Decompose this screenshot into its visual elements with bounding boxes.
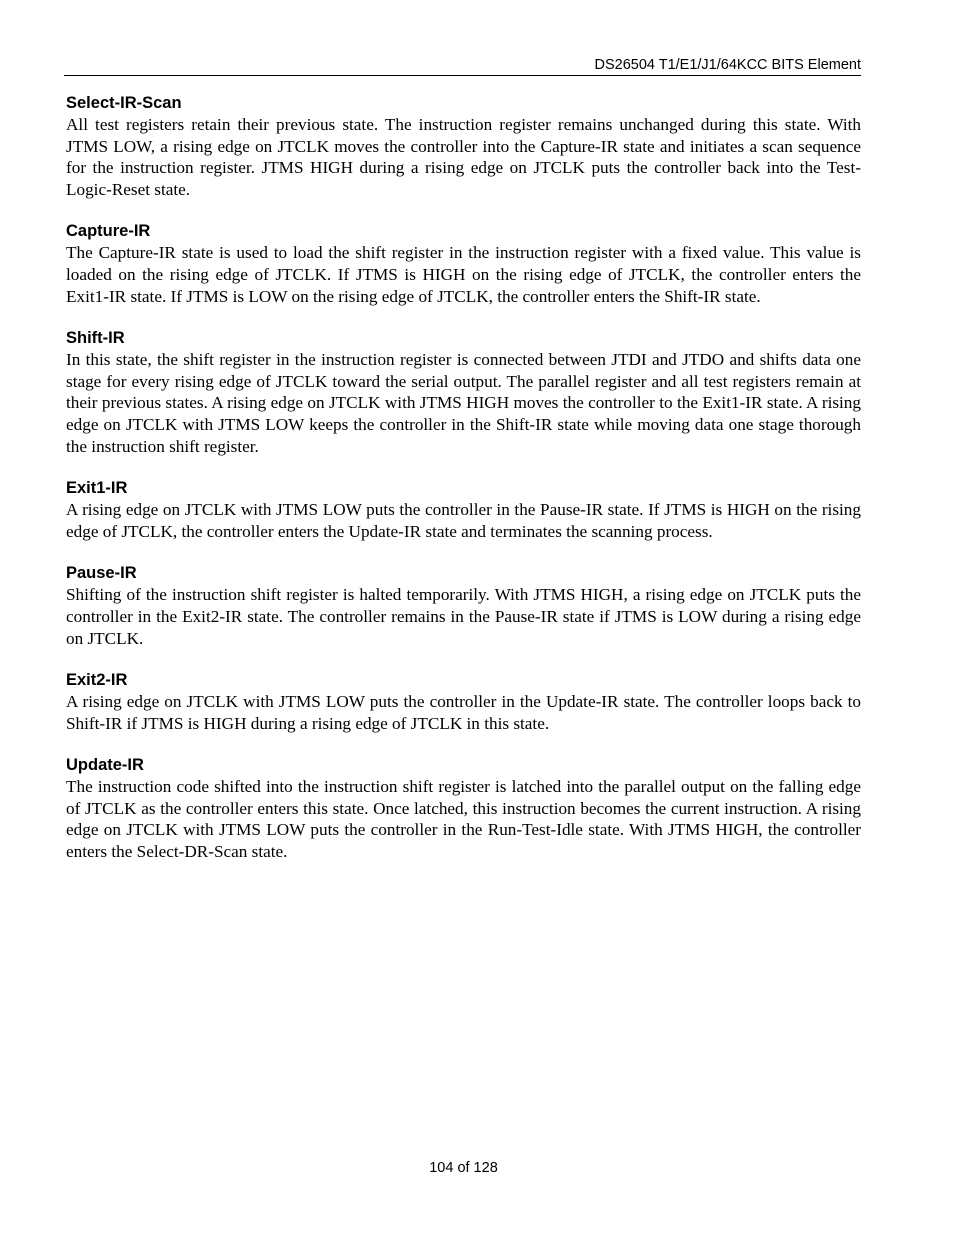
- section-body: In this state, the shift register in the instruction register is connected between JTDI and JTDO and shifts data one stage for every rising edge of JTCLK toward the serial output. The parallel register and all test registers remain at their previous states. A rising edge on JTCLK with JTMS HIGH moves the controller to the Exit1-IR state. A rising edge on JTCLK with JTMS LOW keeps the controller in the Shift-IR state while moving data one stage thorough the instruction shift register.: [66, 350, 861, 456]
- section-heading: Select-IR-Scan: [66, 94, 182, 112]
- section-heading: Exit1-IR: [66, 479, 128, 498]
- section-heading: Shift-IR: [66, 329, 125, 348]
- section-body: A rising edge on JTCLK with JTMS LOW puts the controller in the Update-IR state. The controller loops back to Shift-IR if JTMS is HIGH during a rising edge of JTCLK in this state.: [66, 692, 861, 733]
- section-body: All test registers retain their previous state. The instruction register remains unchanged during this state. With JTMS LOW, a rising edge on JTCLK moves the controller into the Capture-IR state and initiates a scan sequence for the instruction register. JTMS HIGH during a rising edge on JTCLK puts the controller back into the Test-Logic-Reset state.: [66, 115, 861, 199]
- section-exit1-ir: [66, 478, 861, 542]
- page-header: [64, 55, 861, 76]
- section-heading: Pause-IR: [66, 564, 137, 583]
- section-body: Shifting of the instruction shift register is halted temporarily. With JTMS HIGH, a rising edge on JTCLK puts the controller in the Exit2-IR state. The controller remains in the Pause-IR state if JTMS is LOW during a rising edge on JTCLK.: [66, 585, 861, 648]
- section-body: The Capture-IR state is used to load the shift register in the instruction register with a fixed value. This value is loaded on the rising edge of JTCLK. If JTMS is HIGH on the rising edge of JTCLK, the controller enters the Exit1-IR state. If JTMS is LOW on the rising edge of JTCLK, the controller enters the Shift-IR state.: [66, 243, 861, 306]
- section-select-ir-scan: [66, 93, 861, 200]
- section-exit2-ir: [66, 670, 861, 734]
- page-number: 104 of 128: [429, 1160, 498, 1176]
- section-shift-ir: [66, 328, 861, 457]
- section-update-ir: [66, 755, 861, 862]
- page-content: [66, 93, 861, 884]
- section-body: The instruction code shifted into the instruction shift register is latched into the parallel output on the falling edge of JTCLK as the controller enters this state. Once latched, this instruction becomes the current instruction. A rising edge on JTCLK with JTMS LOW puts the controller in the Run-Test-Idle state. With JTMS HIGH, the controller enters the Select-DR-Scan state.: [66, 777, 861, 862]
- section-pause-ir: [66, 563, 861, 649]
- page-footer: [0, 1159, 927, 1177]
- section-body: A rising edge on JTCLK with JTMS LOW puts the controller in the Pause-IR state. If JTMS is HIGH on the rising edge of JTCLK, the controller enters the Update-IR state and terminates the scanning process.: [66, 500, 861, 541]
- section-heading: Update-IR: [66, 756, 144, 775]
- section-heading: Capture-IR: [66, 222, 151, 241]
- section-capture-ir: [66, 221, 861, 307]
- section-heading: Exit2-IR: [66, 671, 128, 690]
- document-title: DS26504 T1/E1/J1/64KCC BITS Element: [594, 57, 861, 73]
